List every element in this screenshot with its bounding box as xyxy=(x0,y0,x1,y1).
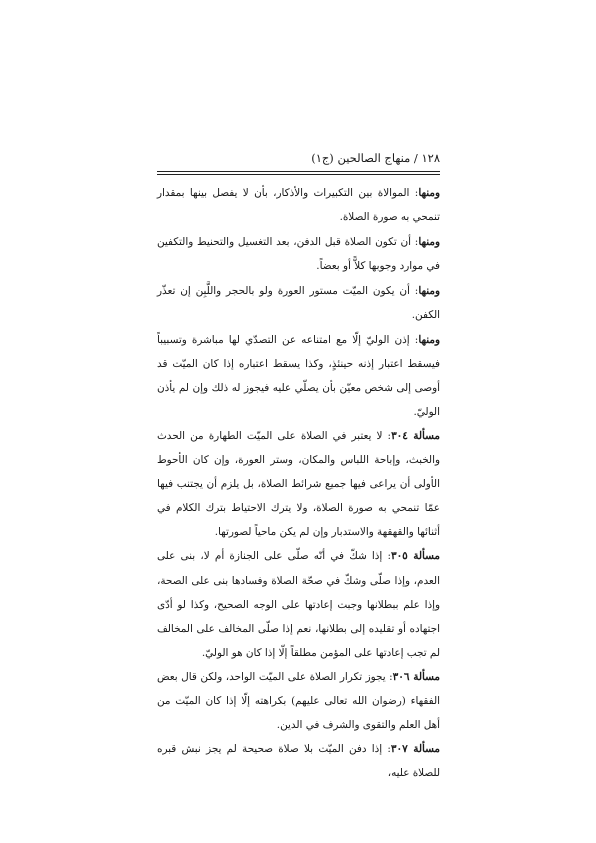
paragraph-lead: ومنها xyxy=(418,285,440,298)
paragraph-issue-307 xyxy=(157,737,440,785)
page-body xyxy=(157,181,440,785)
paragraph-guardian-permission xyxy=(157,328,440,424)
paragraph-text: : لا يعتبر في الصلاة على الميّت الطهارة من الحدث والخبث، وإباحة اللباس والمكان، وستر العورة، وإن كان الأحوط الأولى أن يراعى فيها جميع شرائط الصلاة، بل يلزم أن يجتنب فيها عمّا تنمحي به صورة الصلاة، ولا يترك الاحتياط بترك الكلام في أثنائها والقهقهة والاستدبار وإن لم يكن ماحياً لصورتها. xyxy=(157,429,440,539)
paragraph-lead: مسألة ٣٠٥ xyxy=(390,550,440,563)
paragraph-text: : إذا دفن الميّت بلا صلاة صحيحة لم يجز نبش قبره للصلاة عليه، xyxy=(157,743,440,780)
running-header: ١٢٨ / منهاج الصالحين (ج١) xyxy=(311,151,440,165)
header-rule-thin xyxy=(157,174,440,175)
paragraph-before-burial xyxy=(157,230,440,278)
paragraph-text: : أن تكون الصلاة قبل الدفن، بعد التغسيل والتحنيط والتكفين في موارد وجوبها كلاًّ أو بعضاً. xyxy=(157,236,440,273)
paragraph-text: : الموالاة بين التكبيرات والأذكار، بأن لا يفصل بينها بمقدار تنمحي به صورة الصلاة. xyxy=(157,187,440,224)
paragraph-lead: ومنها xyxy=(418,187,440,199)
paragraph-text: : يجوز تكرار الصلاة على الميّت الواحد، ولكن قال بعض الفقهاء (رضوان الله تعالى عليهم) بكراهته إلّا إذا كان الميّت من أهل العلم والتقوى والشرف في الدين. xyxy=(157,670,440,732)
paragraph-lead: مسألة ٣٠٧ xyxy=(390,743,440,756)
paragraph-lead: ومنها xyxy=(418,333,440,346)
paragraph-issue-306 xyxy=(157,665,440,737)
paragraph-issue-304 xyxy=(157,424,440,544)
paragraph-text: : إذا شكّ في أنّه صلّى على الجنازة أم لا، بنى على العدم، وإذا صلّى وشكّ في صحّة الصلاة وفسادها بنى على الصحة، وإذا علم ببطلانها وجبت إعادتها على الوجه الصحيح، وكذا لو أدّى اجتهاده أو تقليده إلى بطلانها، نعم إذا صلّى المخالف على المخالف لم تجب إعادتها على المؤمن مطلقاً إلّا إذا كان هو الوليّ. xyxy=(157,550,440,659)
paragraph-text: : إذن الوليّ إلّا مع امتناعه عن التصدّي لها مباشرة وتسبيباً فيسقط اعتبار إذنه حينئذٍ، وكذا يسقط اعتباره إذا كان الميّت قد أوصى إلى شخص معيّن بأن يصلّي عليه فيجوز له ذلك وإن لم يأذن الوليّ. xyxy=(157,333,440,418)
paragraph-covered xyxy=(157,279,440,327)
paragraph-text: : أن يكون الميّت مستور العورة ولو بالحجر واللَّبِن إن تعذّر الكفن. xyxy=(157,285,440,322)
paragraph-issue-305 xyxy=(157,544,440,664)
header-rule-thick xyxy=(157,171,440,172)
paragraph-muwalat xyxy=(157,181,440,229)
paragraph-lead: ومنها xyxy=(418,236,440,249)
paragraph-lead: مسألة ٣٠٦ xyxy=(392,670,440,683)
paragraph-lead: مسألة ٣٠٤ xyxy=(391,429,441,442)
